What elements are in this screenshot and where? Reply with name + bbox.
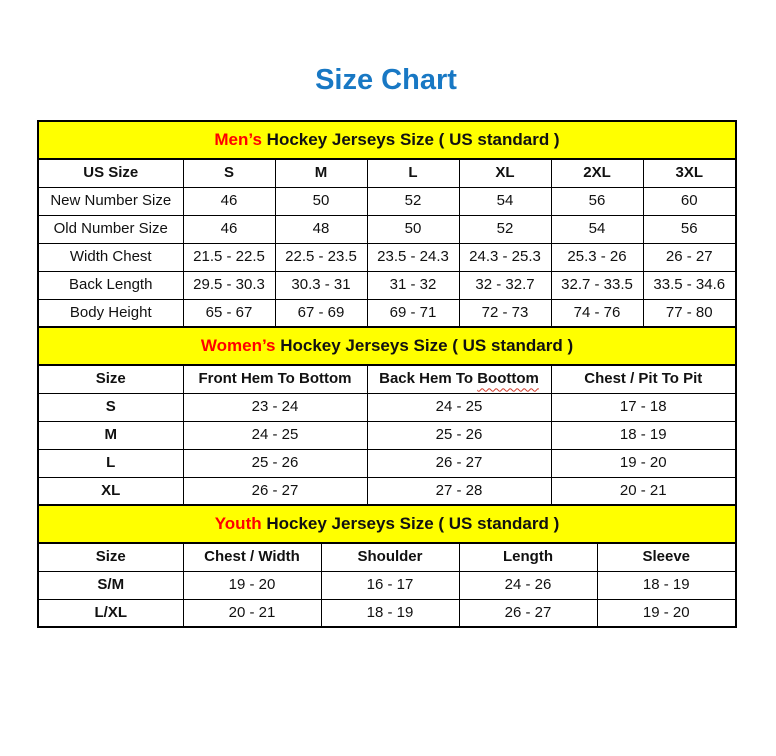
misspelled-word: Boottom (477, 370, 539, 388)
cell-value: 30.3 - 31 (275, 271, 367, 299)
youth-column-header-row (38, 543, 736, 571)
cell-value: 54 (459, 187, 551, 215)
row-label: S/M (38, 571, 183, 599)
table-row (38, 299, 736, 327)
col-header: 2XL (551, 159, 643, 187)
cell-value: 26 - 27 (459, 599, 597, 627)
row-label: New Number Size (38, 187, 183, 215)
cell-value: 56 (643, 215, 736, 243)
youth-size-table (37, 504, 737, 628)
cell-value: 24 - 25 (183, 421, 367, 449)
col-header: 3XL (643, 159, 736, 187)
womens-column-header-row (38, 365, 736, 393)
cell-value: 33.5 - 34.6 (643, 271, 736, 299)
cell-value: 18 - 19 (551, 421, 736, 449)
cell-value: 46 (183, 215, 275, 243)
cell-value: 17 - 18 (551, 393, 736, 421)
cell-value: 25 - 26 (183, 449, 367, 477)
table-row (38, 421, 736, 449)
cell-value: 22.5 - 23.5 (275, 243, 367, 271)
cell-value: 48 (275, 215, 367, 243)
cell-value: 67 - 69 (275, 299, 367, 327)
cell-value: 56 (551, 187, 643, 215)
womens-band-header (38, 327, 736, 365)
youth-band-header (38, 505, 736, 543)
cell-value: 24 - 26 (459, 571, 597, 599)
womens-size-table (37, 326, 737, 506)
mens-accent-word: Men’s (214, 129, 262, 149)
mens-size-table (37, 120, 737, 328)
womens-accent-word: Women’s (200, 335, 276, 355)
table-row (38, 393, 736, 421)
cell-value: 32 - 32.7 (459, 271, 551, 299)
cell-value: 19 - 20 (597, 599, 736, 627)
col-header: Sleeve (597, 543, 736, 571)
table-row (38, 449, 736, 477)
col-header: Chest / Width (183, 543, 321, 571)
cell-value: 54 (551, 215, 643, 243)
col-header: Shoulder (321, 543, 459, 571)
cell-value: 19 - 20 (551, 449, 736, 477)
cell-value: 52 (459, 215, 551, 243)
womens-band-title (38, 327, 736, 365)
womens-band-rest: Hockey Jerseys Size ( US standard ) (280, 335, 574, 355)
table-row (38, 599, 736, 627)
table-row (38, 271, 736, 299)
cell-value: 50 (275, 187, 367, 215)
col-header: L (367, 159, 459, 187)
cell-value: 26 - 27 (643, 243, 736, 271)
cell-value: 60 (643, 187, 736, 215)
col-header: Size (38, 365, 183, 393)
mens-band-title (38, 121, 736, 159)
cell-value: 25.3 - 26 (551, 243, 643, 271)
row-label: S (38, 393, 183, 421)
mens-band-rest: Hockey Jerseys Size ( US standard ) (266, 129, 560, 149)
mens-column-header-row (38, 159, 736, 187)
cell-value: 46 (183, 187, 275, 215)
cell-value: 16 - 17 (321, 571, 459, 599)
cell-value: 29.5 - 30.3 (183, 271, 275, 299)
table-row (38, 243, 736, 271)
col-header: XL (459, 159, 551, 187)
col-header: S (183, 159, 275, 187)
col-header-text: Back Hem To (379, 370, 474, 388)
cell-value: 72 - 73 (459, 299, 551, 327)
col-header: Chest / Pit To Pit (551, 365, 736, 393)
col-header: Size (38, 543, 183, 571)
cell-value: 18 - 19 (597, 571, 736, 599)
cell-value: 19 - 20 (183, 571, 321, 599)
cell-value: 52 (367, 187, 459, 215)
cell-value: 25 - 26 (367, 421, 551, 449)
cell-value: 32.7 - 33.5 (551, 271, 643, 299)
cell-value: 26 - 27 (183, 477, 367, 505)
table-row (38, 571, 736, 599)
table-row (38, 187, 736, 215)
cell-value: 23 - 24 (183, 393, 367, 421)
cell-value: 21.5 - 22.5 (183, 243, 275, 271)
youth-accent-word: Youth (214, 513, 262, 533)
cell-value: 27 - 28 (367, 477, 551, 505)
cell-value: 20 - 21 (183, 599, 321, 627)
cell-value: 74 - 76 (551, 299, 643, 327)
row-label: Back Length (38, 271, 183, 299)
cell-value: 18 - 19 (321, 599, 459, 627)
col-header (367, 365, 551, 393)
cell-value: 50 (367, 215, 459, 243)
row-label: L (38, 449, 183, 477)
cell-value: 20 - 21 (551, 477, 736, 505)
cell-value: 24 - 25 (367, 393, 551, 421)
row-label: Body Height (38, 299, 183, 327)
page-title: Size Chart (315, 64, 457, 96)
youth-band-rest: Hockey Jerseys Size ( US standard ) (266, 513, 560, 533)
table-row (38, 215, 736, 243)
row-label: XL (38, 477, 183, 505)
youth-band-title (38, 505, 736, 543)
col-header: Front Hem To Bottom (183, 365, 367, 393)
table-row (38, 477, 736, 505)
cell-value: 31 - 32 (367, 271, 459, 299)
col-header: M (275, 159, 367, 187)
row-label: M (38, 421, 183, 449)
row-label: L/XL (38, 599, 183, 627)
cell-value: 69 - 71 (367, 299, 459, 327)
cell-value: 23.5 - 24.3 (367, 243, 459, 271)
size-chart-container (37, 120, 735, 628)
col-header: Length (459, 543, 597, 571)
cell-value: 26 - 27 (367, 449, 551, 477)
row-label: Width Chest (38, 243, 183, 271)
cell-value: 77 - 80 (643, 299, 736, 327)
row-label: Old Number Size (38, 215, 183, 243)
cell-value: 65 - 67 (183, 299, 275, 327)
mens-band-header (38, 121, 736, 159)
cell-value: 24.3 - 25.3 (459, 243, 551, 271)
col-header: US Size (38, 159, 183, 187)
